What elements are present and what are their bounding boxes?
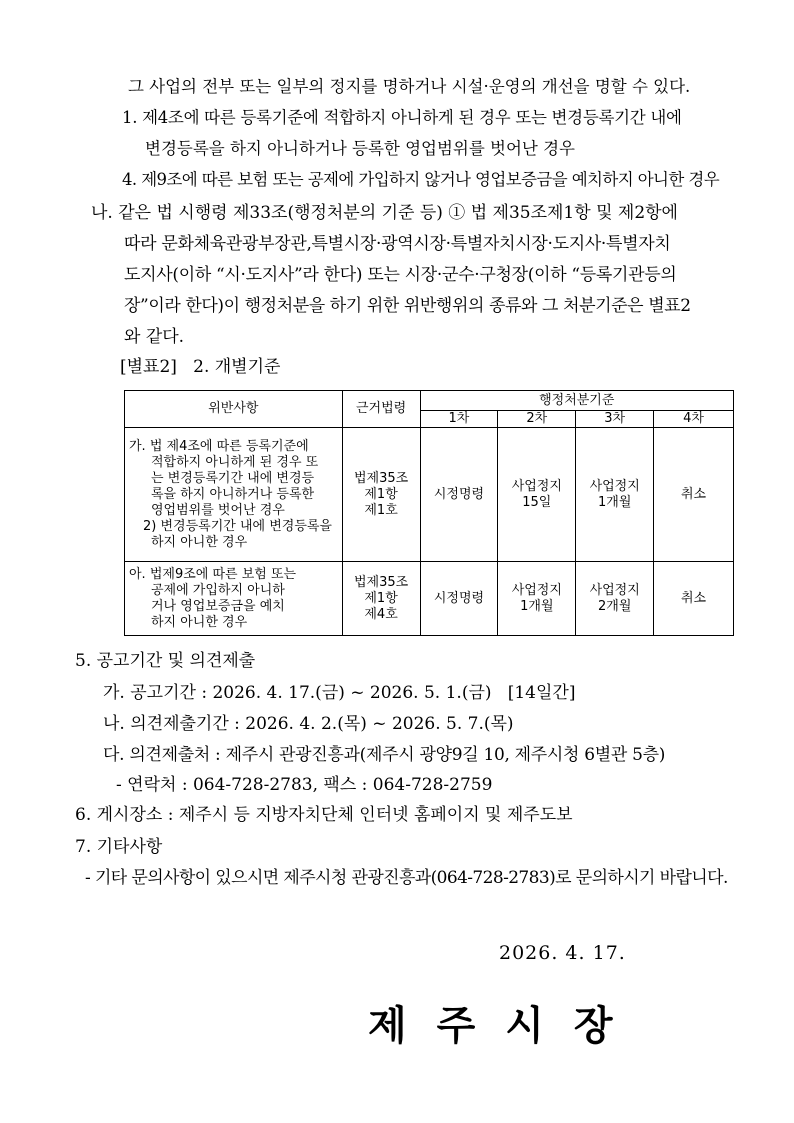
penalty-1st: 시정명령 — [420, 428, 498, 562]
penalty-text: 사업정지 — [511, 478, 562, 494]
penalty-4th: 취소 — [654, 562, 734, 636]
penalty-text: 1개월 — [520, 598, 554, 614]
table-row — [125, 428, 734, 562]
law-text: 법제35조 — [353, 574, 409, 590]
header-violation: 위반사항 — [125, 391, 343, 428]
violation-text: 2) 변경등록기간 내에 변경등록을 — [143, 518, 332, 534]
law-text: 제1항 — [364, 590, 398, 606]
header-2nd: 2차 — [498, 411, 576, 428]
violation-text: 적합하지 아니하게 된 경우 또 — [151, 454, 319, 470]
violation-text: 하지 아니한 경우 — [151, 614, 248, 630]
law-text: 법제35조 — [353, 470, 409, 486]
header-4th: 4차 — [654, 411, 734, 428]
penalty-2nd — [498, 428, 576, 562]
item-1-line-2: 변경등록을 하지 아니하거나 등록한 영업범위를 벗어난 경우 — [145, 139, 575, 158]
section-7-title: 7. 기타사항 — [75, 837, 163, 857]
header-1st: 1차 — [420, 411, 498, 428]
law-text: 제4호 — [364, 606, 398, 622]
penalty-1st: 시정명령 — [420, 562, 498, 636]
penalty-text: 사업정지 — [511, 582, 562, 598]
section-5-title: 5. 공고기간 및 의견제출 — [75, 651, 256, 671]
penalty-2nd — [498, 562, 576, 636]
annex-heading: [별표2] 2. 개별기준 — [120, 357, 281, 377]
body-line-1: 그 사업의 전부 또는 일부의 정지를 명하거나 시설·운영의 개선을 명할 수 있다. — [128, 77, 691, 96]
item-na-line-4: 장”이라 한다)이 행정처분을 하기 위한 위반행위의 종류와 그 처분기준은 별표2 — [124, 296, 691, 316]
penalty-3rd — [576, 428, 654, 562]
table-row — [125, 562, 734, 636]
penalty-table — [124, 390, 734, 636]
item-na-line-2: 따라 문화체육관광부장관,특별시장·광역시장·특별자치시장·도지사·특별자치 — [124, 234, 671, 254]
penalty-text: 15일 — [522, 494, 552, 510]
contact-line: - 연락처 : 064-728-2783, 팩스 : 064-728-2759 — [116, 775, 493, 795]
violation-text: 거나 영업보증금을 예치 — [151, 598, 285, 614]
item-1-line-1: 1. 제4조에 따른 등록기준에 적합하지 아니하게 된 경우 또는 변경등록기간 내에 — [122, 108, 682, 127]
violation-text: 록을 하지 아니하거나 등록한 — [151, 486, 315, 502]
section-7-text: - 기타 문의사항이 있으시면 제주시청 관광진흥과(064-728-2783)로 문의하시기 바랍니다. — [85, 868, 728, 888]
violation-text: 아. 법제9조에 따른 보험 또는 — [129, 566, 297, 582]
penalty-text: 사업정지 — [589, 582, 640, 598]
opinion-destination: 다. 의견제출처 : 제주시 관광진흥과(제주시 광양9길 10, 제주시청 6별관 5층) — [103, 745, 666, 765]
violation-text: 공제에 가입하지 아니하 — [151, 582, 285, 598]
penalty-text: 사업정지 — [589, 478, 640, 494]
penalty-text: 2개월 — [597, 598, 632, 614]
violation-cell — [125, 428, 343, 562]
header-criteria: 행정처분기준 — [420, 391, 733, 411]
violation-cell — [125, 562, 343, 636]
item-na-line-3: 도지사(이하 “시·도지사”라 한다) 또는 시장·군수·구청장(이하 “등록기관등의 — [124, 265, 677, 285]
penalty-3rd — [576, 562, 654, 636]
violation-text: 영업범위를 벗어난 경우 — [151, 502, 285, 518]
mayor-signature: 제주시장 — [368, 1003, 643, 1049]
header-law: 근거법령 — [342, 391, 420, 428]
penalty-4th: 취소 — [654, 428, 734, 562]
law-cell — [342, 562, 420, 636]
section-6: 6. 게시장소 : 제주시 등 지방자치단체 인터넷 홈페이지 및 제주도보 — [75, 805, 573, 825]
violation-text: 가. 법 제4조에 따른 등록기준에 — [129, 438, 309, 454]
violation-text: 는 변경등록기간 내에 변경등 — [151, 470, 315, 486]
opinion-period: 나. 의견제출기간 : 2026. 4. 2.(목) ~ 2026. 5. 7.(목) — [103, 714, 514, 734]
notice-period: 가. 공고기간 : 2026. 4. 17.(금) ~ 2026. 5. 1.(금) [14일간] — [103, 683, 576, 703]
penalty-text: 1개월 — [597, 494, 632, 510]
item-na-line-5: 와 같다. — [124, 327, 185, 347]
item-na-line-1: 나. 같은 법 시행령 제33조(행정처분의 기준 등) ① 법 제35조제1항 및 제2항에 — [91, 203, 678, 223]
violation-text: 하지 아니한 경우 — [151, 534, 248, 550]
notice-date: 2026. 4. 17. — [499, 942, 626, 964]
law-cell — [342, 428, 420, 562]
law-text: 제1항 — [364, 486, 398, 502]
header-3rd: 3차 — [576, 411, 654, 428]
item-4-line: 4. 제9조에 따른 보험 또는 공제에 가입하지 않거나 영업보증금을 예치하지 아니한 경우 — [122, 170, 720, 189]
law-text: 제1호 — [364, 502, 398, 518]
